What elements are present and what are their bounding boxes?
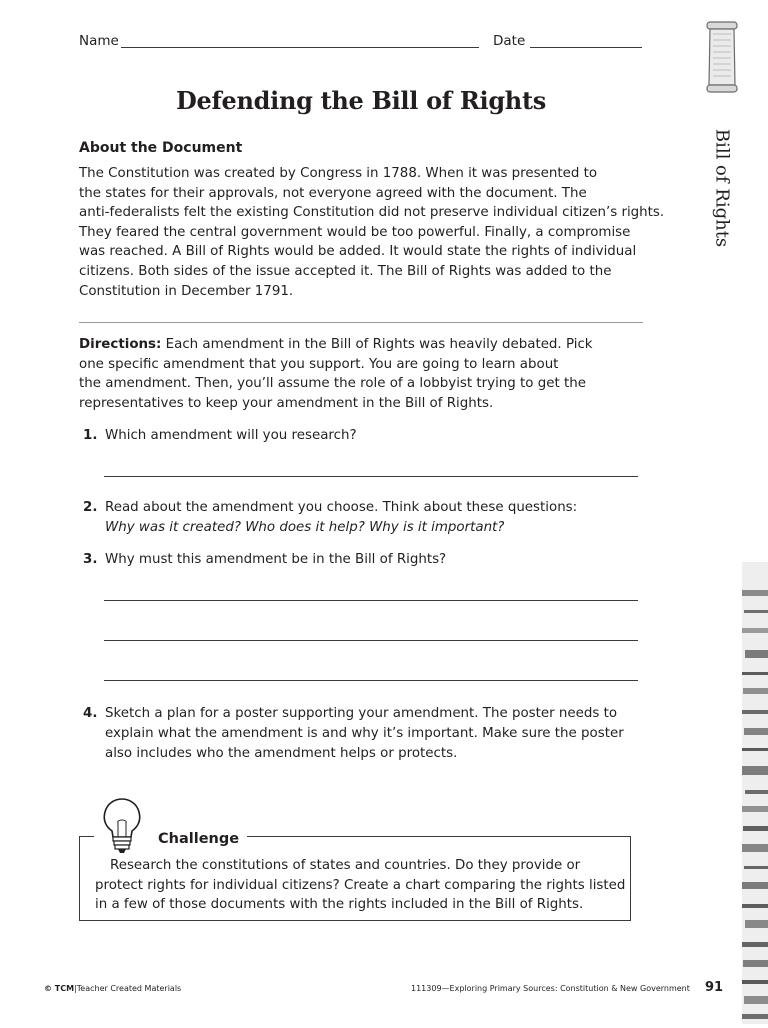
footer-copyright xyxy=(44,984,181,993)
question-text: explain what the amendment is and why it’s important. Make sure the poster xyxy=(105,726,624,741)
question-text: Sketch a plan for a poster supporting your amendment. The poster needs to xyxy=(105,706,618,721)
question-text: Read about the amendment you choose. Think about these questions: xyxy=(105,500,578,515)
question-text: also includes who the amendment helps or protects. xyxy=(105,746,458,761)
section-divider xyxy=(79,322,643,323)
challenge-label: Challenge xyxy=(150,831,247,847)
question-2 xyxy=(83,498,577,518)
question-4 xyxy=(83,704,617,724)
date-label: Date xyxy=(493,33,526,49)
copyright-mark: © TCM xyxy=(44,984,75,993)
about-line: was reached. A Bill of Rights would be added. It would state the rights of individual xyxy=(79,244,637,260)
about-line: The Constitution was created by Congress in 1788. When it was presented to xyxy=(79,166,598,181)
sidebar-section-label: Bill of Rights xyxy=(711,128,733,248)
page-edge-marks xyxy=(742,562,768,1024)
challenge-paragraph xyxy=(95,856,625,915)
about-line: citizens. Both sides of the issue accepted it. The Bill of Rights was added to the xyxy=(79,263,612,279)
question-number: 3. xyxy=(83,552,98,567)
question-number: 1. xyxy=(83,428,98,443)
challenge-line: protect rights for individual citizens? Create a chart comparing the rights listed xyxy=(95,877,626,893)
question-number: 4. xyxy=(83,706,98,721)
answer-line-q3[interactable] xyxy=(104,680,638,681)
name-label: Name xyxy=(79,33,119,49)
about-line: They feared the central government would be too powerful. Finally, a compromise xyxy=(79,224,631,240)
question-text: Which amendment will you research? xyxy=(105,428,357,443)
answer-line-q1[interactable] xyxy=(104,476,638,477)
challenge-line: Research the constitutions of states and countries. Do they provide or xyxy=(110,858,581,873)
about-line: the states for their approvals, not everyone agreed with the document. The xyxy=(79,185,587,201)
scroll-icon xyxy=(704,20,740,94)
directions-line: the amendment. Then, you’ll assume the role of a lobbyist trying to get the xyxy=(79,376,586,392)
directions-line: representatives to keep your amendment in the Bill of Rights. xyxy=(79,395,494,411)
directions-line: Each amendment in the Bill of Rights was heavily debated. Pick xyxy=(161,337,593,352)
about-line: anti-federalists felt the existing Constitution did not preserve individual citizen’s rights. xyxy=(79,205,665,221)
name-write-line[interactable] xyxy=(121,47,479,48)
page-number: 91 xyxy=(705,980,724,995)
question-2-prompts: Why was it created? Who does it help? Why is it important? xyxy=(105,520,505,535)
page-title: Defending the Bill of Rights xyxy=(176,86,546,115)
about-line: Constitution in December 1791. xyxy=(79,283,294,299)
question-3 xyxy=(83,550,446,570)
question-text: Why must this amendment be in the Bill of Rights? xyxy=(105,552,447,567)
answer-line-q3[interactable] xyxy=(104,600,638,601)
challenge-line: in a few of those documents with the rights included in the Bill of Rights. xyxy=(95,897,584,913)
question-1 xyxy=(83,426,357,446)
answer-line-q3[interactable] xyxy=(104,640,638,641)
directions-paragraph xyxy=(79,335,679,413)
about-paragraph xyxy=(79,164,679,301)
about-heading: About the Document xyxy=(79,140,243,156)
question-number: 2. xyxy=(83,500,98,515)
directions-label: Directions: xyxy=(79,337,162,352)
footer-product: 111309—Exploring Primary Sources: Constitution & New Government xyxy=(411,984,690,993)
lightbulb-icon xyxy=(94,793,150,855)
publisher-name: |Teacher Created Materials xyxy=(74,984,182,993)
date-write-line[interactable] xyxy=(530,47,642,48)
directions-line: one specific amendment that you support. You are going to learn about xyxy=(79,356,559,372)
